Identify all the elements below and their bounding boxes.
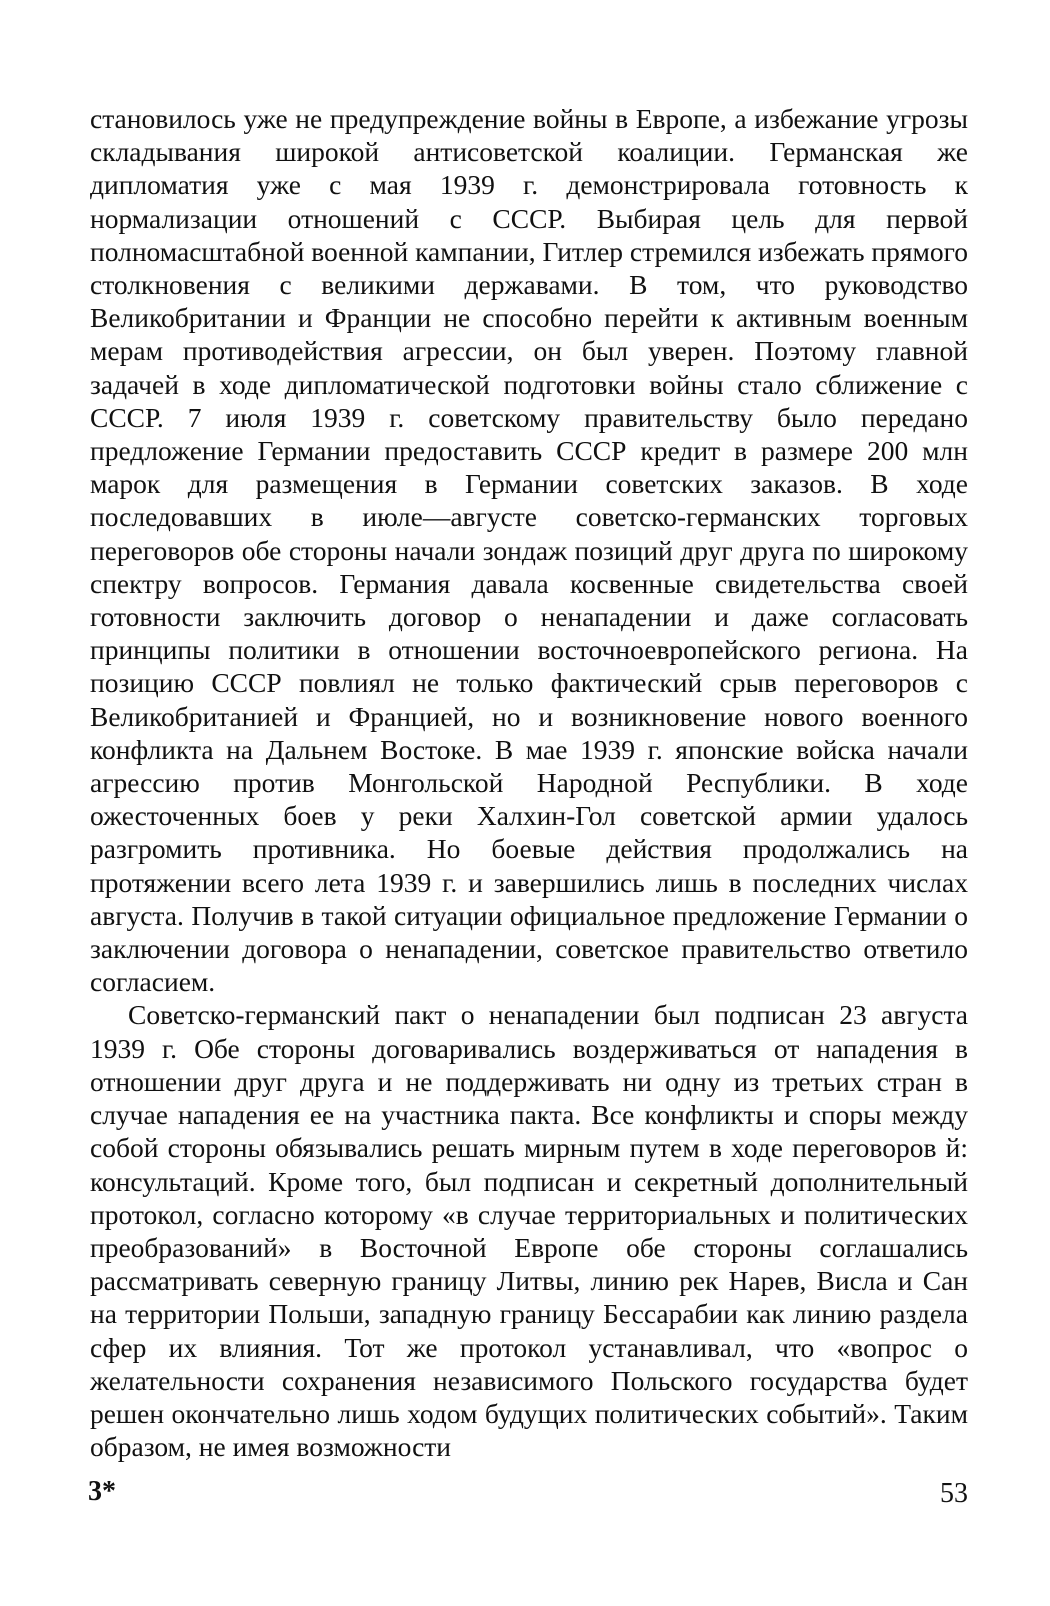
paragraph-1: становилось уже не предупреждение войны в Европе, а избежание угрозы складывания широкой антисоветской коалиции. Германская же дипломатия уже с мая 1939 г. демонстрировала готовность к нормализации отношений с СССР. Выбирая цель для первой полномасштабной военной кампании, Гитлер стремился избежать прямого столкновения с великими державами. В том, что руководство Великобритании и Франции не способно перейти к активным военным мерам противодействия агрессии, он был уверен. Поэтому главной задачей в ходе дипломатической подготовки войны стало сближение с СССР. 7 июля 1939 г. советскому правительству было передано предложение Германии предоставить СССР кредит в размере 200 млн марок для размещения в Германии советских заказов. В ходе последовавших в июле—августе советско-германских торговых переговоров обе стороны начали зондаж позиций друг друга по широкому спектру вопросов. Германия давала косвенные свидетельства своей готовности заключить договор о ненападении и даже согласовать принципы политики в отношении восточноевропейского региона. На позицию СССР повлиял не только фактический срыв переговоров с Великобританией и Францией, но и возникновение нового военного конфликта на Дальнем Востоке. В мае 1939 г. японские войска начали агрессию против Монгольской Народной Республики. В ходе ожесточенных боев у реки Халхин-Гол советской армии удалось разгромить противника. Но боевые действия продолжались на протяжении всего лета 1939 г. и завершились лишь в последних числах августа. Получив в такой ситуации официальное предложение Германии о заключении договора о ненападении, советское правительство ответило согласием. (90, 103, 968, 998)
paragraph-2: Советско-германский пакт о ненападении был подписан 23 августа 1939 г. Обе стороны договаривались воздерживаться от нападения в отношении друг друга и не поддерживать ни одну из третьих стран в случае нападения ее на участника пакта. Все конфликты и споры между собой стороны обязывались решать мирным путем в ходе переговоров й: консультаций. Кроме того, был подписан и секретный дополнительный протокол, согласно которому «в случае территориальных и политических преобразований» в Восточной Европе обе стороны соглашались рассматривать северную границу Литвы, линию рек Нарев, Висла и Сан на территории Польши, западную границу Бессарабии как линию раздела сфер их влияния. Тот же протокол устанавливал, что «вопрос о желательности сохранения независимого Польского государства будет решен окончательно лишь ходом будущих политических событий». Таким образом, не имея возможности (90, 999, 968, 1463)
page-number: 53 (940, 1478, 968, 1509)
body-text (90, 102, 968, 1463)
printer-signature-mark: 3* (88, 1476, 116, 1507)
